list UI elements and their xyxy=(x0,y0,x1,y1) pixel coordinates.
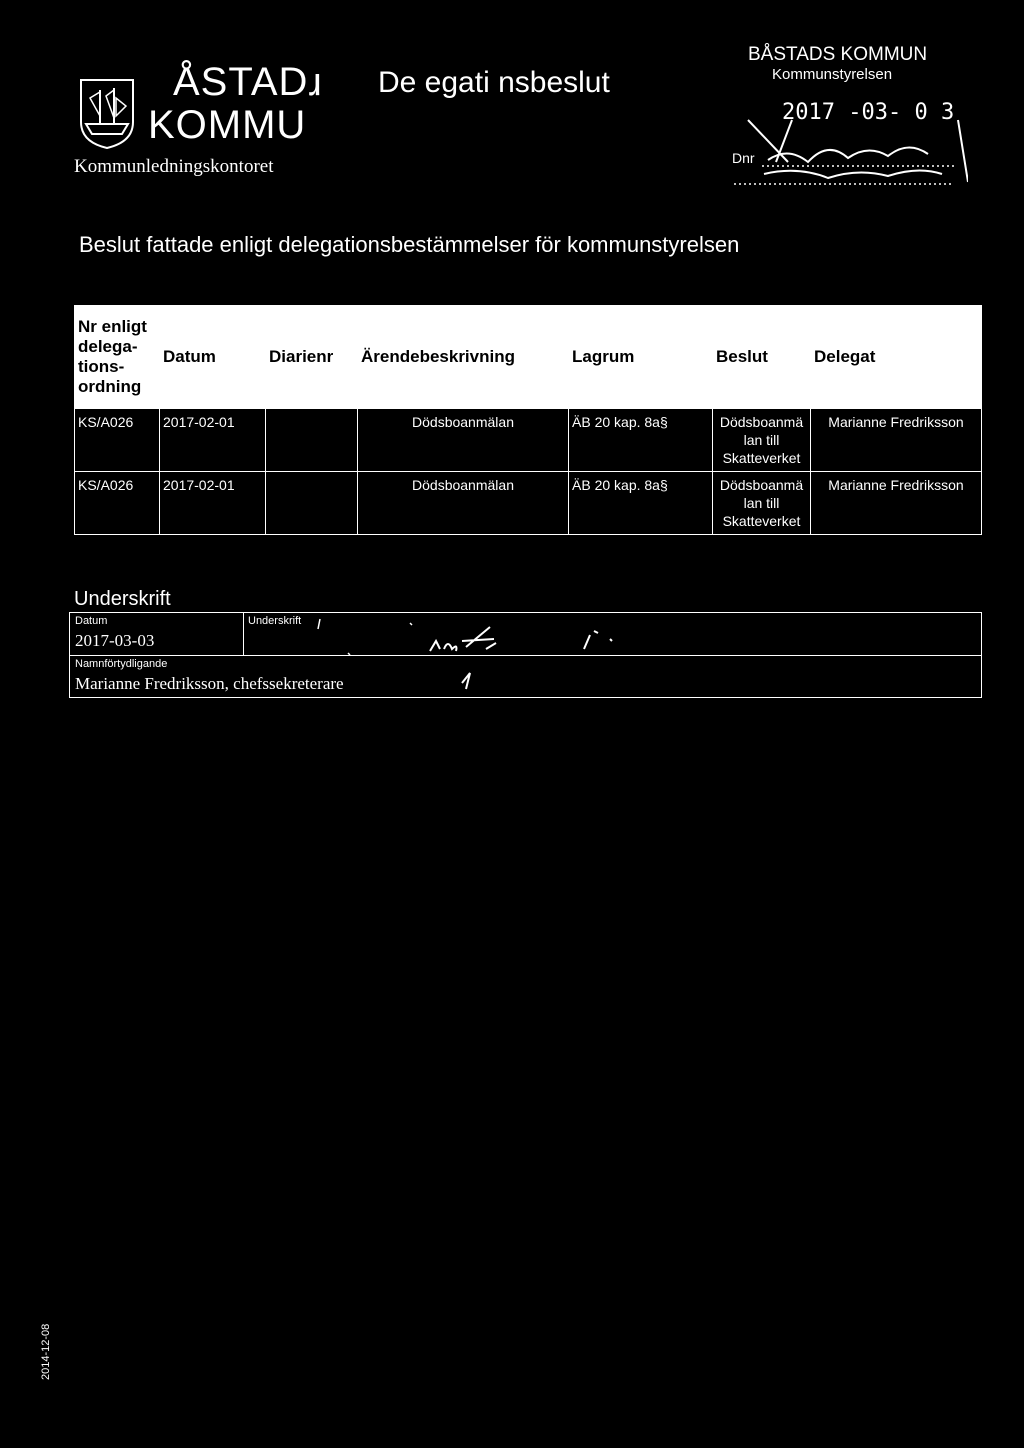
cell-datum: 2017-02-01 xyxy=(160,409,266,472)
side-date: 2014-12-08 xyxy=(40,1323,52,1380)
col-header-datum: Datum xyxy=(160,306,266,409)
cell-beslut: Dödsboanmä lan till Skatteverket xyxy=(713,409,811,472)
brand-line-1: ÅSTADɹ xyxy=(173,60,323,104)
stamp-date: 2017 -03- 0 3 xyxy=(782,100,955,125)
signature-heading: Underskrift xyxy=(74,588,171,610)
col-header-delegat: Delegat xyxy=(811,306,982,409)
table-row xyxy=(75,409,982,472)
department: Kommunledningskontoret xyxy=(74,156,274,177)
date-label: Datum xyxy=(75,615,108,627)
signature-box xyxy=(69,612,982,698)
cell-delegat: Marianne Fredriksson xyxy=(811,409,982,472)
table-row xyxy=(75,472,982,535)
cell-beslut: Dödsboanmä lan till Skatteverket xyxy=(713,472,811,535)
cell-diarienr xyxy=(266,472,358,535)
date-value: 2017-03-03 xyxy=(75,631,155,650)
cell-diarienr xyxy=(266,409,358,472)
cell-arende: Dödsboanmälan xyxy=(358,409,569,472)
cell-lagrum: ÄB 20 kap. 8a§ xyxy=(569,472,713,535)
stamp-municipality: BÅSTADS KOMMUN xyxy=(748,44,928,65)
delegation-table xyxy=(74,305,982,535)
signature-label: Underskrift xyxy=(248,615,302,627)
col-header-lagrum: Lagrum xyxy=(569,306,713,409)
col-header-beslut: Beslut xyxy=(713,306,811,409)
col-header-arendebeskrivning: Ärendebeskrivning xyxy=(358,306,569,409)
signature-column-divider xyxy=(243,613,244,655)
cell-nr: KS/A026 xyxy=(75,409,160,472)
cell-datum: 2017-02-01 xyxy=(160,472,266,535)
name-value: Marianne Fredriksson, chefssekreterare xyxy=(75,674,344,693)
handwritten-signature xyxy=(290,613,670,695)
table-header-row xyxy=(75,306,982,409)
coat-of-arms-icon xyxy=(78,76,136,150)
cell-lagrum: ÄB 20 kap. 8a§ xyxy=(569,409,713,472)
name-label: Namnförtydligande xyxy=(75,658,168,670)
cell-delegat: Marianne Fredriksson xyxy=(811,472,982,535)
page-heading: Beslut fattade enligt delegationsbestämmelser för kommunstyrelsen xyxy=(79,232,740,257)
col-header-nr: Nr enligt delega- tions- ordning xyxy=(75,306,160,409)
cell-nr: KS/A026 xyxy=(75,472,160,535)
stamp-board: Kommunstyrelsen xyxy=(772,66,893,83)
cell-arende: Dödsboanmälan xyxy=(358,472,569,535)
stamp-handwriting xyxy=(728,96,968,188)
stamp-dnr-label: Dnr xyxy=(732,150,755,166)
document-title: De egati nsbeslut xyxy=(378,66,610,99)
col-header-diarienr: Diarienr xyxy=(266,306,358,409)
brand-line-2: KOMMU xyxy=(148,103,307,147)
